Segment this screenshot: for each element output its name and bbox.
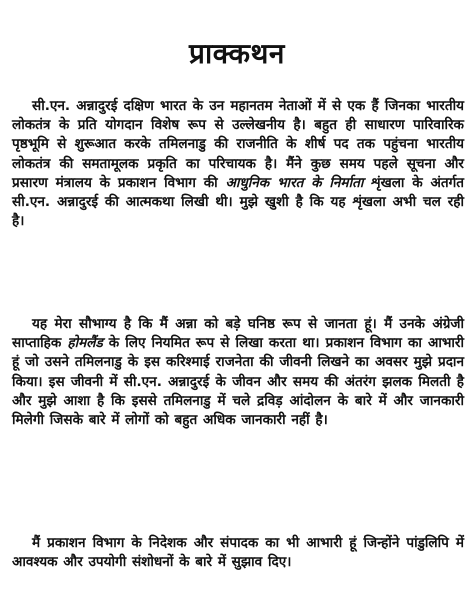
weekly-title-italic: होमलैंड	[67, 335, 103, 352]
paragraph-1	[12, 97, 464, 231]
paragraph-3-text: मैं प्रकाशन विभाग के निदेशक और संपादक का भी आभारी हूं जिन्होंने पांडुलिपि में आवश्यक और उपयोगी संशोधनों के बारे में सुझाव दिए।	[12, 535, 464, 571]
paragraph-1-text-a: सी.एन. अन्नादुरई दक्षिण भारत के उन महानतम नेताओं में से एक हैं जिनका भारतीय लोकतंत्र के प्रति योगदान विशेष रूप से उल्लेखनीय है। बहुत ही साधारण पारिवारिक पृष्ठभूमि से शुरूआत करके तमिलनाडु की राजनीति के शीर्ष पद तक पहुंचना भारतीय लोकतंत्र की समतामूलक प्रकृति का परिचायक है। मैंने कुछ समय पहले सूचना और प्रसारण मंत्रालय के प्रकाशन विभाग की	[12, 98, 464, 191]
paragraph-2-text-b: के लिए नियमित रूप से लिखा करता था। प्रकाशन विभाग का आभारी हूं जो उसने तमिलनाडु के इस करिश्माई राजनेता की जीवनी लिखने का अवसर मुझे प्रदान किया। इस जीवनी में सी.एन. अन्नादुरई के जीवन और समय की अंतरंग झलक मिलती है और मुझे आशा है कि इससे तमिलनाडु में चले द्रविड़ आंदोलन के बारे में और जानकारी मिलेगी जिसके बारे में लोगों को बहुत अधिक जानकारी नहीं है।	[12, 335, 465, 429]
paragraph-3	[12, 534, 464, 572]
series-title-italic: आधुनिक भारत के निर्माता	[225, 174, 364, 191]
paragraph-2-text-a: यह मेरा सौभाग्य है कि मैं अन्ना को बड़े घनिष्ठ रूप से जानता हूं। मैं उनके अंग्रेजी साप्ताहिक	[12, 316, 464, 352]
paragraph-1-text-b: शृंखला के अंतर्गत सी.एन. अन्नादुरई की आत्मकथा लिखी थी। मुझे खुशी है कि यह शृंखला अभी चल रही है।	[12, 174, 464, 230]
paragraph-2	[12, 315, 464, 430]
page-title: प्राक्कथन	[189, 37, 285, 70]
